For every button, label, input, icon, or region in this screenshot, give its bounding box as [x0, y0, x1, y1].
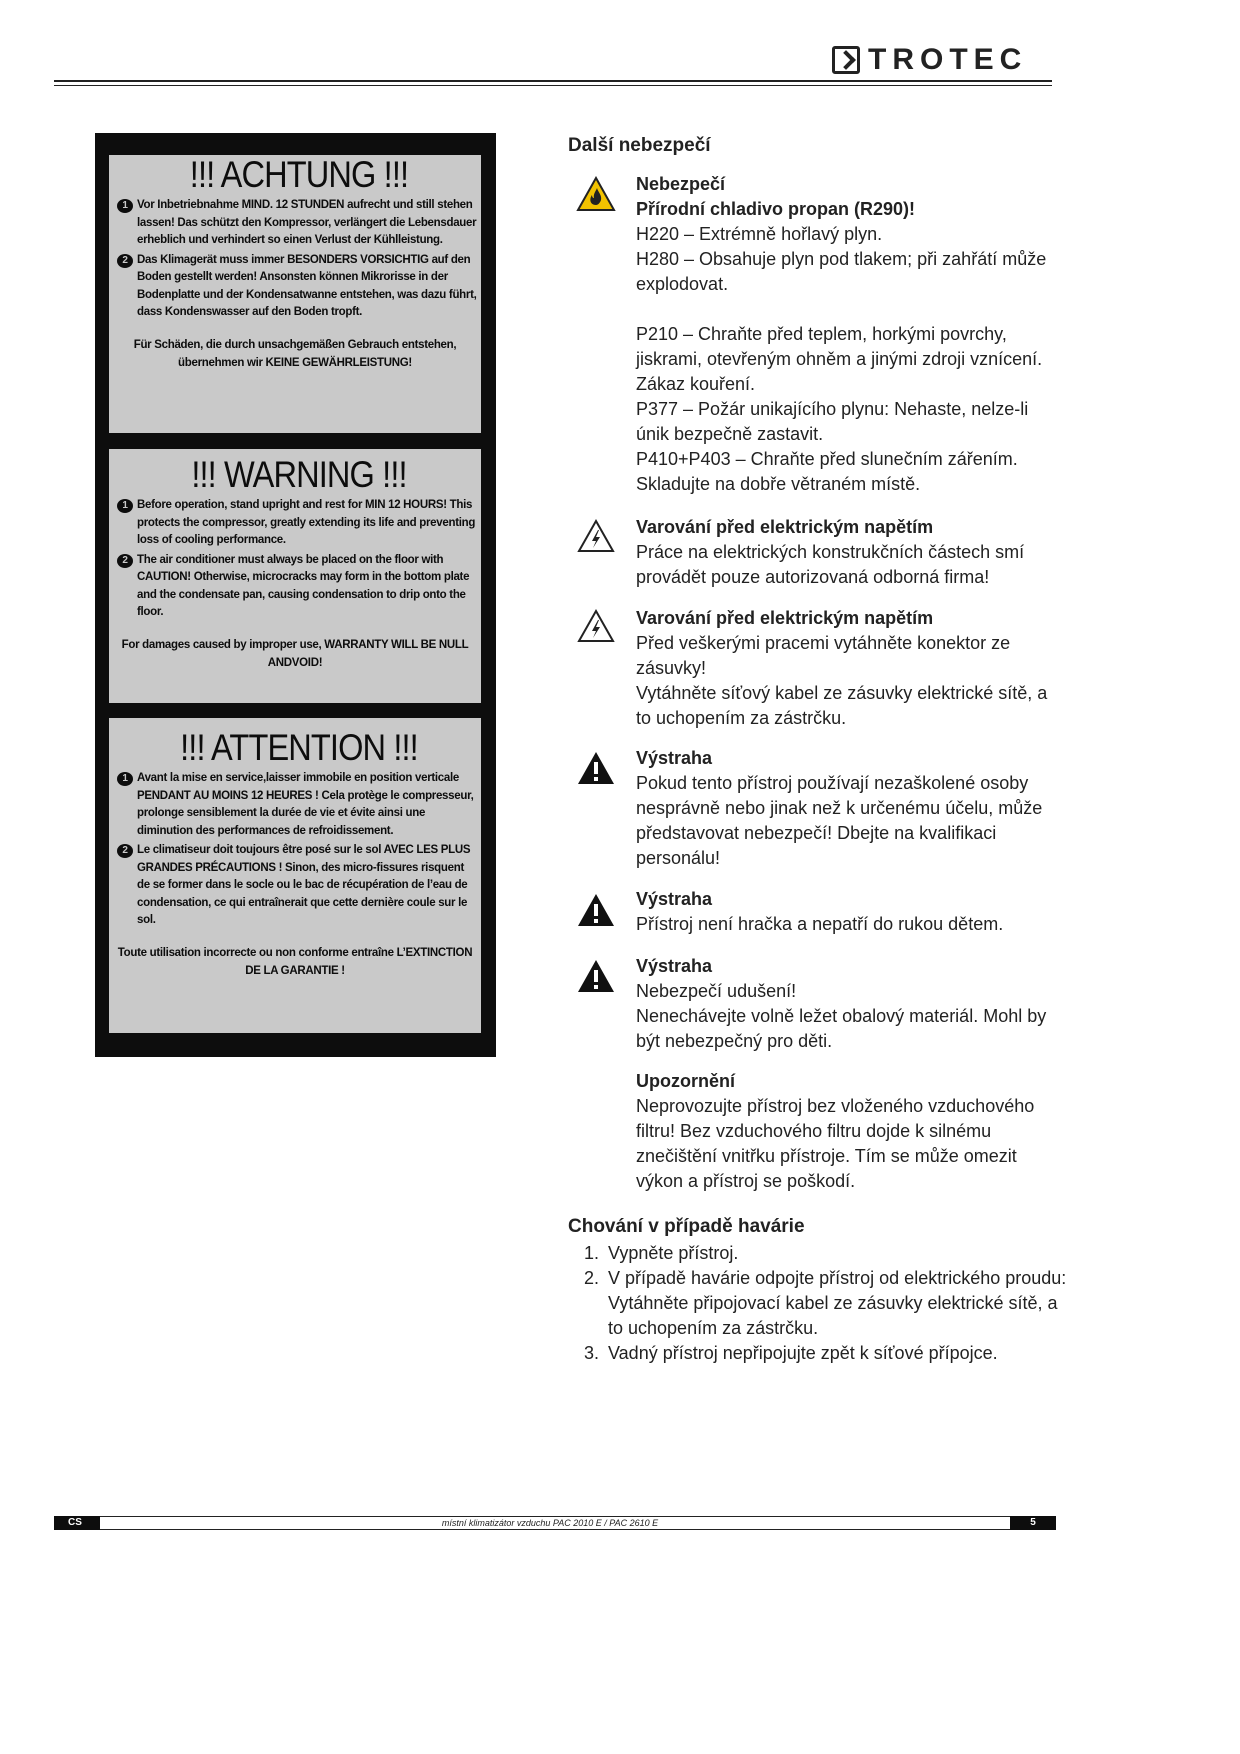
warning-item-text: Before operation, stand upright and rest for MIN 12 HOURS! This protects the compressor, greatly extending its life and preventing loss of cooling performance.	[137, 499, 476, 546]
hazard-line: P377 – Požár unikajícího plynu: Nehaste, nelze-li únik bezpečně zastavit.	[636, 399, 1029, 444]
hazard-caution-2	[636, 887, 1066, 937]
section-title-emergency: Chování v případě havárie	[568, 1216, 805, 1237]
warning-heading-de: !!! ACHTUNG !!!	[189, 154, 409, 195]
hazard-electric-2	[636, 606, 1066, 731]
hazard-title: Varování před elektrickým napětím	[636, 608, 934, 628]
hazard-title: Upozornění	[636, 1071, 735, 1091]
number-badge: 1	[117, 772, 133, 786]
hazard-title: Varování před elektrickým napětím	[636, 517, 934, 537]
electric-icon	[576, 518, 616, 554]
warning-item	[117, 497, 481, 550]
step-text: Vadný přístroj nepřipojujte zpět k síťové přípojce.	[608, 1343, 998, 1363]
header-rule	[54, 80, 1052, 82]
warning-heading-fr: !!! ATTENTION !!!	[180, 727, 418, 768]
brand-logo	[832, 44, 1027, 76]
warning-footer-de: Für Schäden, die durch unsachgemäßen Gebrauch entstehen, übernehmen wir KEINE GEWÄHRLEISTUNG!	[133, 338, 457, 369]
header-rule-thin	[54, 85, 1052, 86]
trotec-logo-icon	[832, 46, 860, 74]
hazard-line: Neprovozujte přístroj bez vloženého vzduchového filtru! Bez vzduchového filtru dojde k silnému znečištění vnitřku přístroje. Tím se může omezit výkon a přístroj se poškodí.	[636, 1096, 1035, 1191]
safety-content	[568, 132, 1068, 1363]
caution-icon	[576, 750, 616, 786]
footer-language: CS	[54, 1516, 100, 1530]
emergency-steps	[568, 1241, 1068, 1366]
hazard-line: H280 – Obsahuje plyn pod tlakem; při zahřátí může explodovat.	[636, 249, 1047, 294]
step-number: 1.	[584, 1243, 600, 1263]
warning-item-text: Vor Inbetriebnahme MIND. 12 STUNDEN aufrecht und still stehen lassen! Das schützt den Kompressor, verlängert die Lebensdauer erheblich und verhindert so einen Verlust der Kühlleistung.	[137, 199, 477, 246]
warning-item	[117, 252, 481, 322]
number-badge: 2	[117, 554, 133, 568]
warning-box-de	[109, 155, 481, 433]
footer-title: místní klimatizátor vzduchu PAC 2010 E / PAC 2610 E	[441, 1518, 659, 1528]
hazard-subtitle: Přírodní chladivo propan (R290)!	[636, 199, 916, 219]
hazard-line: Vytáhněte síťový kabel ze zásuvky elektrické sítě, a to uchopením za zástrčku.	[636, 683, 1048, 728]
caution-icon	[576, 892, 616, 928]
warning-label-panel	[95, 133, 496, 1057]
hazard-title: Výstraha	[636, 748, 713, 768]
electric-icon	[576, 608, 616, 644]
hazard-title: Nebezpečí	[636, 174, 726, 194]
hazard-line: Před veškerými pracemi vytáhněte konektor ze zásuvky!	[636, 633, 1011, 678]
list-item	[568, 1341, 1068, 1366]
warning-box-fr	[109, 718, 481, 1033]
hazard-line: Pokud tento přístroj používají nezaškolené osoby nesprávně nebo jinak než k určenému účelu, může představovat nebezpečí! Dbejte na kvalifikaci personálu!	[636, 773, 1043, 868]
list-item	[568, 1266, 1068, 1341]
hazard-electric-1	[636, 515, 1066, 590]
flammable-icon	[576, 176, 616, 212]
warning-item-text: Avant la mise en service,laisser immobile en position verticale PENDANT AU MOINS 12 HEURES ! Cela protège le compresseur, prolonge sensiblement la durée de vie et évite ainsi une diminution des performances de refroidissement.	[137, 772, 474, 837]
warning-item-text: The air conditioner must always be placed on the floor with CAUTION! Otherwise, microcracks may form in the bottom plate and the condensate pan, causing condensation to drip onto the floor.	[137, 553, 470, 618]
number-badge: 2	[117, 844, 133, 858]
warning-box-en	[109, 449, 481, 703]
warning-item	[117, 552, 481, 622]
warning-item	[117, 770, 481, 840]
caution-icon	[576, 958, 616, 994]
hazard-flammable	[636, 172, 1066, 497]
hazard-note	[636, 1069, 1066, 1194]
warning-item	[117, 197, 481, 250]
hazard-title: Výstraha	[636, 889, 713, 909]
step-text: V případě havárie odpojte přístroj od elektrického proudu: Vytáhněte připojovací kabel ze zásuvky elektrické sítě, a to uchopením za zástrčku.	[608, 1268, 1067, 1338]
warning-item-text: Le climatiseur doit toujours être posé sur le sol AVEC LES PLUS GRANDES PRÉCAUTIONS ! Sinon, des micro-fissures risquent de se former dans le socle ou le bac de récupération de l’eau de condensation, ce qui entraînerait que cette dernière coule sur le sol.	[137, 844, 471, 926]
warning-item-text: Das Klimagerät muss immer BESONDERS VORSICHTIG auf den Boden gestellt werden! Ansonsten können Mikrorisse in der Bodenplatte und der Kondensatwanne entstehen, was dazu führt, dass Kondenswasser auf den Boden tropft.	[137, 253, 477, 318]
section-title-hazards: Další nebezpečí	[568, 135, 711, 156]
brand-name: TROTEC	[868, 43, 1028, 76]
hazard-line: Nenechávejte volně ležet obalový materiál. Mohl by být nebezpečný pro děti.	[636, 1006, 1047, 1051]
step-text: Vypněte přístroj.	[608, 1243, 739, 1263]
list-item	[568, 1241, 1068, 1266]
hazard-line: Přístroj není hračka a nepatří do rukou dětem.	[636, 914, 1004, 934]
hazard-line: P210 – Chraňte před teplem, horkými povrchy, jiskrami, otevřeným ohněm a jinými zdroji vznícení. Zákaz kouření.	[636, 324, 1043, 394]
warning-item	[117, 842, 481, 930]
hazard-caution-3	[636, 954, 1066, 1054]
step-number: 3.	[584, 1343, 600, 1363]
number-badge: 2	[117, 254, 133, 268]
warning-footer-en: For damages caused by improper use, WARRANTY WILL BE NULL ANDVOID!	[121, 638, 469, 669]
warning-heading-en: !!! WARNING !!!	[191, 454, 407, 495]
hazard-line: Nebezpečí udušení!	[636, 981, 797, 1001]
hazard-line: P410+P403 – Chraňte před slunečním zářením. Skladujte na dobře větraném místě.	[636, 449, 1018, 494]
hazard-line: H220 – Extrémně hořlavý plyn.	[636, 224, 883, 244]
number-badge: 1	[117, 499, 133, 513]
hazard-line: Práce na elektrických konstrukčních částech smí provádět pouze autorizovaná odborná firma!	[636, 542, 1025, 587]
number-badge: 1	[117, 199, 133, 213]
hazard-title: Výstraha	[636, 956, 713, 976]
warning-footer-fr: Toute utilisation incorrecte ou non conforme entraîne L’EXTINCTION DE LA GARANTIE !	[117, 946, 473, 977]
page-number: 5	[1010, 1516, 1056, 1530]
hazard-caution-1	[636, 746, 1066, 871]
step-number: 2.	[584, 1268, 600, 1288]
